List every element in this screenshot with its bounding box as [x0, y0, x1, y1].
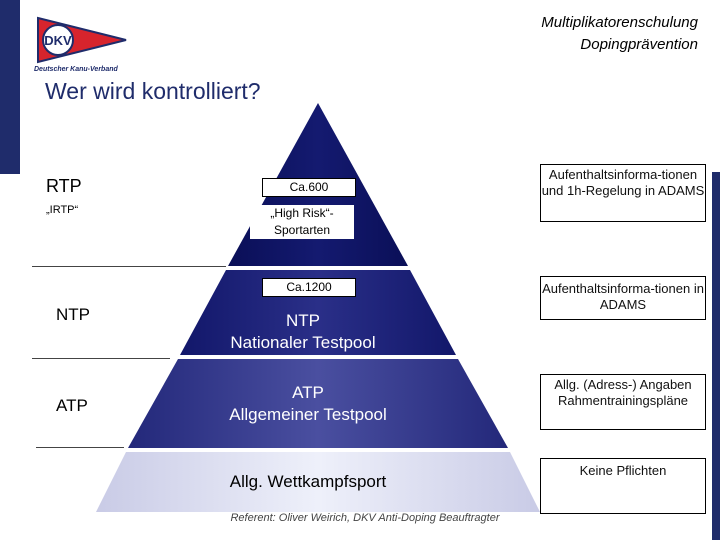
- label-atp: ATP: [56, 396, 88, 415]
- divider-atp: [36, 447, 124, 448]
- tier2-title: NTP: [286, 311, 320, 330]
- label-rtp: RTP: [46, 176, 82, 196]
- info-box-rtp: Aufenthaltsinforma-tionen und 1h-Regelung in ADAMS: [540, 164, 706, 222]
- logo-mark: DKV: [44, 33, 72, 48]
- tier3-label: [188, 382, 428, 426]
- footer-credit: Referent: Oliver Weirich, DKV Anti-Doping Beauftragter: [230, 512, 500, 524]
- tier3-subtitle: Allgemeiner Testpool: [229, 405, 387, 424]
- info-box-ntp: Aufenthaltsinforma-tionen in ADAMS: [540, 276, 706, 320]
- info-box-base: Keine Pflichten: [540, 458, 706, 514]
- tier2-subtitle: Nationaler Testpool: [230, 333, 376, 352]
- info-box-atp: Allg. (Adress-) Angaben Rahmentrainingspläne: [540, 374, 706, 430]
- tier1-count-box: Ca.600: [262, 178, 356, 197]
- label-ntp: NTP: [56, 305, 90, 324]
- tier3-title: ATP: [292, 383, 324, 402]
- tier2-label: [188, 310, 418, 354]
- header-line-2: Dopingprävention: [580, 36, 698, 53]
- label-irtp: „IRTP“: [46, 204, 79, 216]
- divider-rtp: [32, 266, 226, 267]
- logo-caption: Deutscher Kanu-Verband: [34, 66, 118, 73]
- divider-ntp: [32, 358, 170, 359]
- base-label: Allg. Wettkampfsport: [229, 472, 387, 491]
- tier2-count-box: Ca.1200: [262, 278, 356, 297]
- tier1-description: „High Risk“-Sportarten: [250, 205, 354, 239]
- slide-title: Wer wird kontrolliert?: [45, 78, 261, 104]
- header-line-1: Multiplikatorenschulung: [541, 14, 698, 31]
